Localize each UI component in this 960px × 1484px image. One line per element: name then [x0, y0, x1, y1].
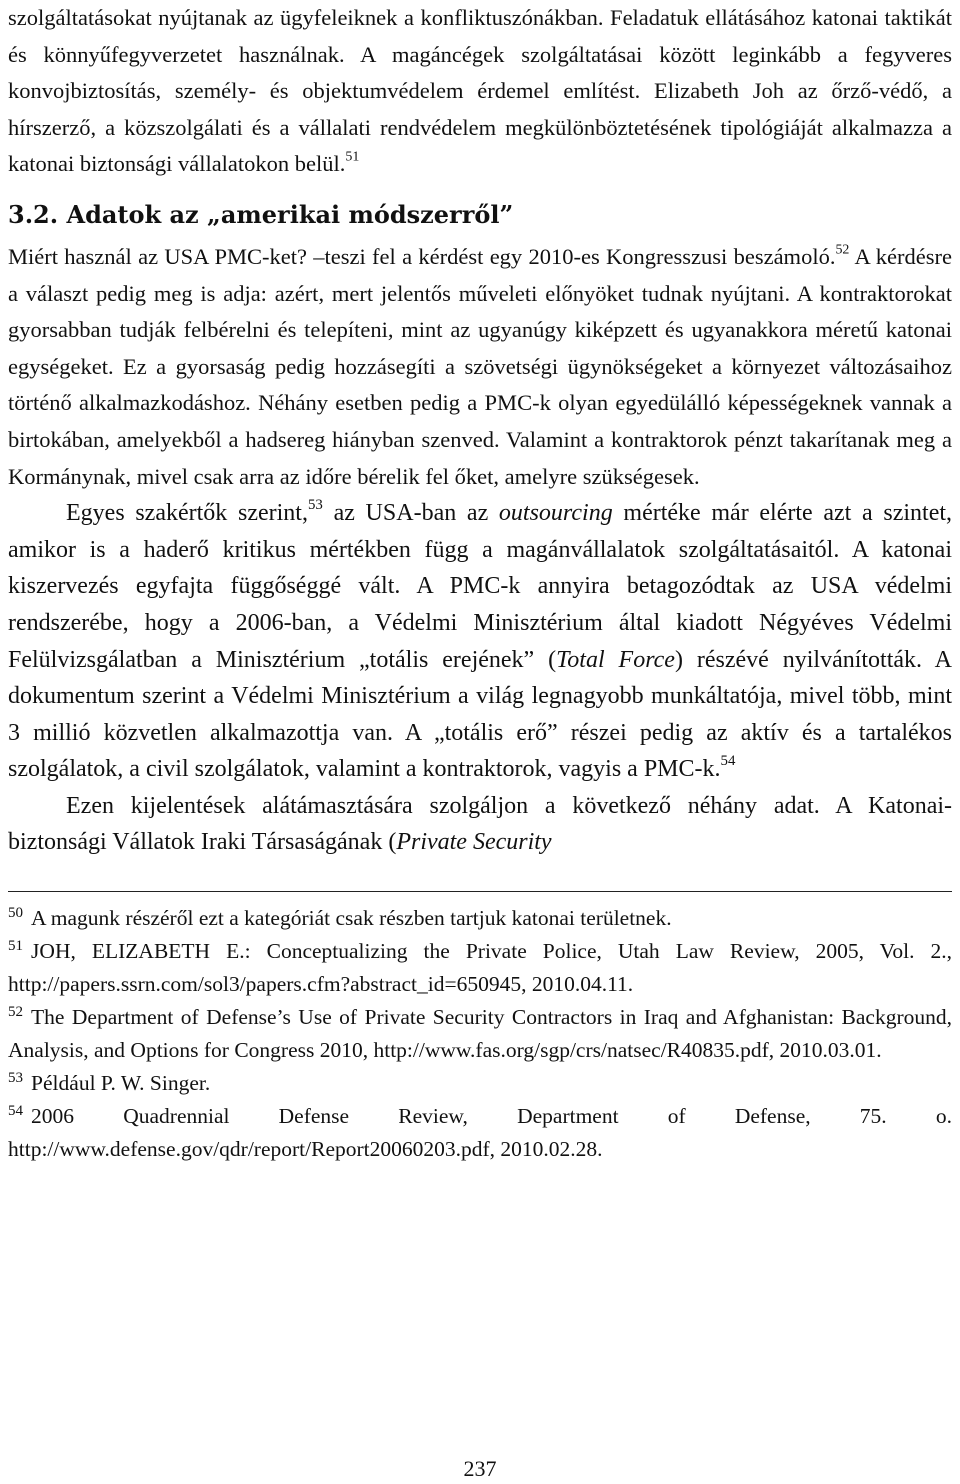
footnote-ref-51[interactable]: 51	[345, 149, 360, 165]
paragraph-why-pmc-text-a: Miért használ az USA PMC-ket? –teszi fel a kérdést egy 2010-es Kongresszusi beszámoló.	[8, 243, 836, 269]
paragraph-experts-text-a: Egyes szakértők szerint,	[66, 500, 308, 527]
footnote-number: 51	[8, 937, 24, 954]
footnote-separator	[8, 891, 952, 892]
footnote-text: A magunk részéről ezt a kategóriát csak részben tartjuk katonai területnek.	[31, 906, 672, 931]
paragraph-experts	[8, 495, 952, 788]
term-total-force: Total Force	[556, 646, 675, 673]
footnote-number: 54	[8, 1102, 24, 1119]
footnote-text: : Conceptualizing the Private Police, Utah Law Review, 2005, Vol. 2., http://papers.ssrn.com/sol3/papers.cfm?abstract_id=650945, 2010.04.11.	[8, 939, 952, 997]
footnote-ref-53[interactable]: 53	[307, 496, 323, 513]
page-number: 237	[463, 1456, 497, 1481]
paragraph-experts-text-c: mértéke már elérte azt a szintet, amikor is a haderő kritikus mértékben függ a magánvállalatok szolgáltatásaitól. A katonai kiszervezés egyfajta függőséggé vált. A PMC-k annyira betagozódtak az USA védelmi rendszerébe, hogy a 2006-ban, a Védelmi Minisztérium által kiadott Négyéves Védelmi Felülvizsgálatban a Minisztérium „totális erejének” (	[8, 500, 953, 673]
footnote-54	[8, 1100, 952, 1166]
footnote-number: 50	[8, 904, 24, 921]
footnote-text: 2006 Quadrennial Defense Review, Department of Defense, 75. o. http://www.defense.gov/qdr/report/Report20060203.pdf, 2010.02.28.	[8, 1104, 952, 1162]
footnote-52	[8, 1001, 952, 1067]
footnote-number: 53	[8, 1069, 24, 1086]
section-heading: 3.2. Adatok az „amerikai módszerről”	[8, 199, 514, 229]
term-outsourcing: outsourcing	[498, 500, 613, 527]
term-private-security: Private Security	[396, 829, 552, 856]
footnote-ref-54[interactable]: 54	[720, 753, 736, 770]
paragraph-intro-text: szolgáltatásokat nyújtanak az ügyfeleiknek a konfliktuszónákban. Feladatuk ellátásához katonai taktikát és könnyűfegyverzetet használnak. A magáncégek szolgáltatásai között leginkább a fegyveres konvojbiztosítás, személy- és objektumvédelem érdemel említést. Elizabeth Joh az őrző-védő, a hírszerző, a közszolgálati és a vállalati rendvédelem megkülönböztetésének tipológiáját alkalmazza a katonai biztonsági vállalatokon belül.	[8, 5, 952, 177]
footnotes	[8, 902, 952, 1166]
paragraph-intro	[8, 0, 952, 183]
footnote-text: Például P. W. Singer.	[31, 1071, 211, 1096]
footnote-51	[8, 935, 952, 1001]
footnote-ref-52[interactable]: 52	[835, 242, 850, 258]
footnote-number: 52	[8, 1003, 24, 1020]
paragraph-experts-text-d: ) részévé nyilvánították. A dokumentum szerint a Védelmi Minisztérium a világ legnagyobb munkáltatója, mivel több, mint 3 millió közvetlen alkalmazottja van. A „totális erő” részei pedig az aktív és a tartalékos szolgálatok, a civil szolgálatok, valamint a kontraktorok, vagyis a PMC-k.	[8, 646, 952, 783]
paragraph-experts-text-b: az USA-ban az	[333, 500, 489, 527]
footnote-text: The Department of Defense’s Use of Private Security Contractors in Iraq and Afghanistan: Background, Analysis, and Options for Congress 2010, http://www.fas.org/sgp/crs/natsec/R40835.pdf, 2010.03.01.	[8, 1005, 952, 1063]
paragraph-why-pmc-text-b: A kérdésre a választ pedig meg is adja: azért, mert jelentős műveleti előnyöket tudnak nyújtani. A kontraktorokat gyorsabban tudják felbérelni és telepíteni, mint az ugyanúgy kiképzett és ugyanakkora méretű katonai egységeket. Ez a gyorsaság pedig hozzásegíti a szövetségi ügynökségeket a környezet változásaihoz történő alkalmazkodáshoz. Néhány esetben pedig a PMC-k olyan egyedülálló képességeknek vannak a birtokában, amelyekből a hadsereg hiányban szenved. Valamint a kontraktorok pénzt takarítanak meg a Kormánynak, mivel csak arra az időre bérelik fel őket, amelyre szükségesek.	[8, 243, 952, 489]
paragraph-why-pmc	[8, 239, 952, 495]
paragraph-data	[8, 788, 952, 861]
paragraph-data-text: Ezen kijelentések alátámasztására szolgáljon a következő néhány adat. A Katonai-biztonsági Vállatok Iraki Társaságának (	[8, 792, 952, 856]
footnote-53	[8, 1067, 952, 1100]
footnote-50	[8, 902, 952, 935]
footnote-author: JOH, ELIZABETH E.	[31, 939, 245, 964]
